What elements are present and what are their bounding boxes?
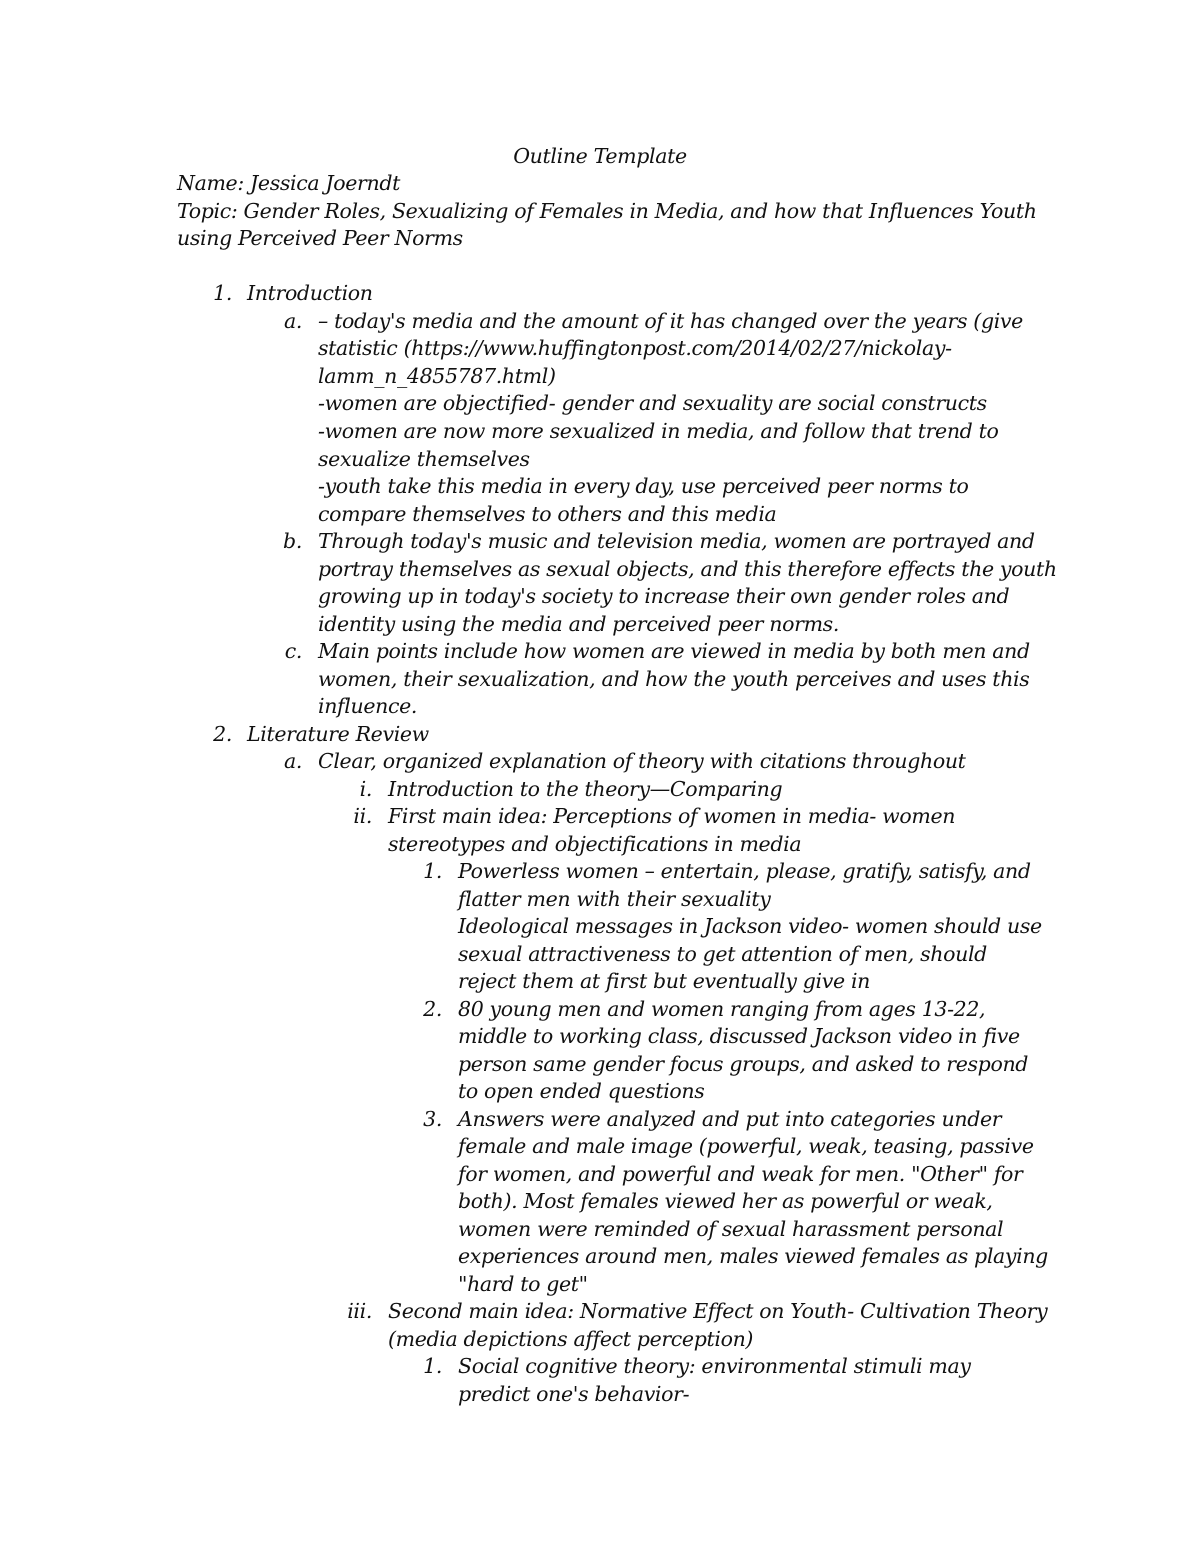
point-text: women were reminded of sexual harassment personal [458, 1217, 1004, 1241]
point-text: experiences around men, males viewed females as playing [458, 1244, 1048, 1268]
point-text: both). Most females viewed her as powerful or weak, [458, 1189, 993, 1213]
point-text: person same gender focus groups, and asked to respond [458, 1052, 1029, 1076]
item-text: compare themselves to others and this media [318, 502, 777, 526]
item-text: portray themselves as sexual objects, and this therefore effects the youth [318, 557, 1057, 581]
item-text: -women are objectified- gender and sexuality are social constructs [318, 391, 987, 415]
point-text: female and male image (powerful, weak, teasing, passive [458, 1134, 1034, 1158]
item-text: influence. [318, 694, 418, 718]
subitem-text: stereotypes and objectifications in media [388, 832, 802, 856]
item-text: identity using the media and perceived peer norms. [318, 612, 840, 636]
topic-line: using Perceived Peer Norms [177, 226, 463, 250]
point-marker: 1. [423, 859, 442, 883]
point-text: "hard to get" [458, 1272, 588, 1296]
point-text: reject them at first but eventually give in [458, 969, 870, 993]
point-text: Ideological messages in Jackson video- women should use [458, 914, 1042, 938]
section-heading: Introduction [247, 281, 373, 305]
item-text: – today's media and the amount of it has changed over the years (give [318, 309, 1023, 333]
item-text: statistic (https://www.huffingtonpost.com/2014/02/27/nickolay- [318, 336, 952, 360]
name-line: Name: Jessica Joerndt [177, 171, 401, 195]
item-text: -women are now more sexualized in media, and follow that trend to [318, 419, 999, 443]
item-marker: b. [283, 529, 302, 553]
item-text: Main points include how women are viewed in media by both men and [318, 639, 1030, 663]
section-heading: Literature Review [247, 722, 429, 746]
point-text: predict one's behavior- [458, 1382, 690, 1406]
point-text: Answers were analyzed and put into categories under [458, 1107, 1002, 1131]
subitem-marker: iii. [347, 1299, 372, 1323]
subitem-marker: ii. [353, 804, 372, 828]
item-text: growing up in today's society to increase their own gender roles and [318, 584, 1010, 608]
topic-line: Topic: Gender Roles, Sexualizing of Females in Media, and how that Influences Youth [177, 199, 1037, 223]
point-text: for women, and powerful and weak for men. "Other" for [458, 1162, 1023, 1186]
point-marker: 3. [423, 1107, 442, 1131]
item-marker: a. [283, 309, 302, 333]
subitem-text: Introduction to the theory—Comparing [388, 777, 783, 801]
item-text: sexualize themselves [318, 447, 530, 471]
section-marker: 2. [213, 722, 232, 746]
item-marker: a. [283, 749, 302, 773]
point-text: flatter men with their sexuality [458, 887, 771, 911]
point-text: 80 young men and women ranging from ages 13-22, [458, 997, 986, 1021]
point-text: sexual attractiveness to get attention of men, should [458, 942, 987, 966]
item-text: Clear, organized explanation of theory with citations throughout [318, 749, 966, 773]
point-marker: 1. [423, 1354, 442, 1378]
point-marker: 2. [423, 997, 442, 1021]
subitem-text: (media depictions affect perception) [388, 1327, 754, 1351]
point-text: Social cognitive theory: environmental stimuli may [458, 1354, 971, 1378]
item-text: lamm_n_4855787.html) [318, 364, 556, 388]
item-marker: c. [284, 639, 302, 663]
item-text: -youth take this media in every day, use perceived peer norms to [318, 474, 969, 498]
subitem-marker: i. [359, 777, 372, 801]
item-text: Through today's music and television media, women are portrayed and [318, 529, 1035, 553]
section-marker: 1. [213, 281, 232, 305]
point-text: to open ended questions [458, 1079, 705, 1103]
subitem-text: Second main idea: Normative Effect on Youth- Cultivation Theory [388, 1299, 1048, 1323]
subitem-text: First main idea: Perceptions of women in media- women [388, 804, 956, 828]
item-text: women, their sexualization, and how the youth perceives and uses this [318, 667, 1030, 691]
point-text: middle to working class, discussed Jackson video in five [458, 1024, 1020, 1048]
document-title: Outline Template [513, 144, 687, 168]
point-text: Powerless women – entertain, please, gratify, satisfy, and [458, 859, 1031, 883]
